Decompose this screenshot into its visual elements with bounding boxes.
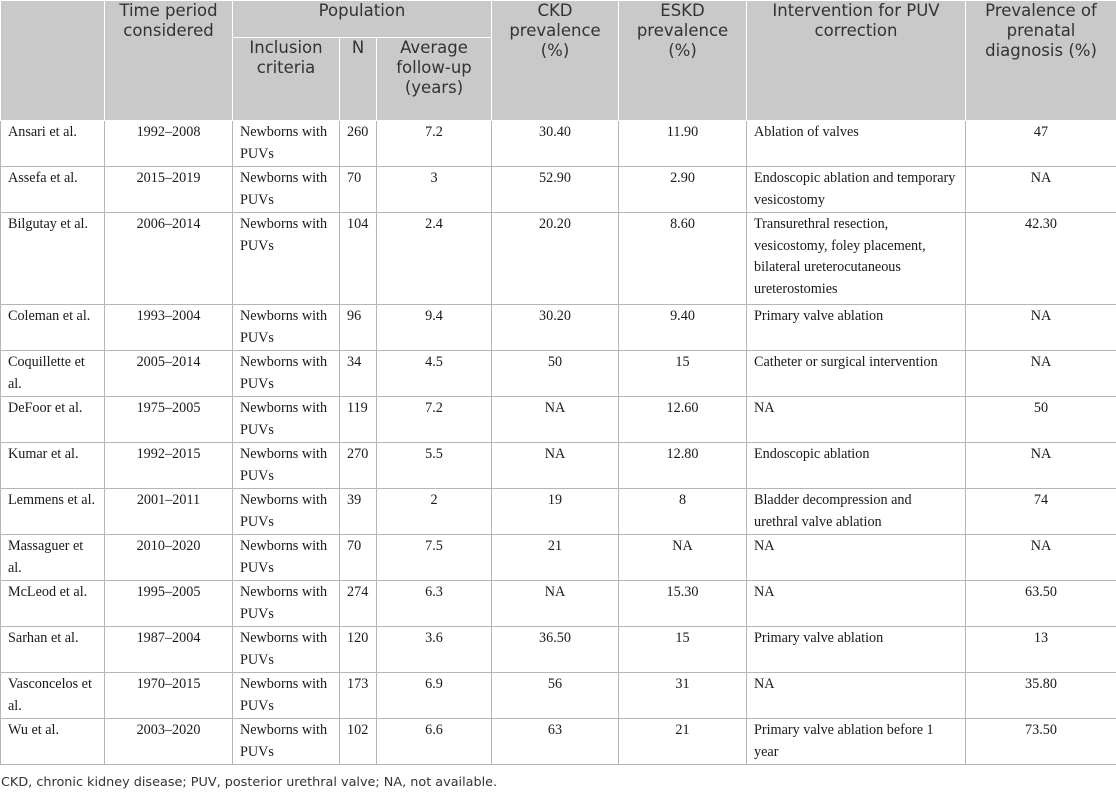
cell-ckd: 20.20 <box>492 213 619 305</box>
cell-study: Lemmens et al. <box>1 489 105 535</box>
cell-study: Coleman et al. <box>1 305 105 351</box>
table-row <box>1 443 1116 489</box>
cell-inclusion-criteria: Newborns with PUVs <box>233 489 340 535</box>
cell-eskd: 9.40 <box>619 305 747 351</box>
cell-prenatal: NA <box>966 535 1116 581</box>
cell-eskd: 31 <box>619 673 747 719</box>
table-row <box>1 535 1116 581</box>
cell-inclusion-criteria: Newborns with PUVs <box>233 305 340 351</box>
cell-eskd: 15.30 <box>619 581 747 627</box>
cell-ckd: 56 <box>492 673 619 719</box>
table-row <box>1 305 1116 351</box>
cell-intervention: Primary valve ablation <box>747 627 966 673</box>
table-row <box>1 167 1116 213</box>
cell-time-period: 1970–2015 <box>105 673 233 719</box>
table-body <box>1 121 1116 765</box>
cell-study: Coquillette et al. <box>1 351 105 397</box>
cell-study: Ansari et al. <box>1 121 105 167</box>
cell-eskd: 8.60 <box>619 213 747 305</box>
cell-follow-up: 7.2 <box>377 397 492 443</box>
cell-follow-up: 6.6 <box>377 719 492 765</box>
cell-intervention: NA <box>747 535 966 581</box>
cell-ckd: 63 <box>492 719 619 765</box>
cell-follow-up: 5.5 <box>377 443 492 489</box>
cell-time-period: 2006–2014 <box>105 213 233 305</box>
cell-study: McLeod et al. <box>1 581 105 627</box>
cell-prenatal: 35.80 <box>966 673 1116 719</box>
cell-n: 102 <box>340 719 377 765</box>
cell-n: 270 <box>340 443 377 489</box>
cell-time-period: 2005–2014 <box>105 351 233 397</box>
cell-n: 119 <box>340 397 377 443</box>
cell-follow-up: 9.4 <box>377 305 492 351</box>
header-population: Population <box>233 1 492 38</box>
cell-follow-up: 6.9 <box>377 673 492 719</box>
cell-n: 70 <box>340 535 377 581</box>
cell-n: 70 <box>340 167 377 213</box>
table-row <box>1 489 1116 535</box>
cell-follow-up: 7.5 <box>377 535 492 581</box>
cell-inclusion-criteria: Newborns with PUVs <box>233 535 340 581</box>
cell-study: Wu et al. <box>1 719 105 765</box>
cell-follow-up: 2 <box>377 489 492 535</box>
cell-follow-up: 4.5 <box>377 351 492 397</box>
cell-ckd: 52.90 <box>492 167 619 213</box>
table-row <box>1 673 1116 719</box>
cell-intervention: Primary valve ablation before 1 year <box>747 719 966 765</box>
cell-eskd: 12.60 <box>619 397 747 443</box>
header-n: N <box>340 38 377 121</box>
header-inclusion-criteria: Inclusion criteria <box>233 38 340 121</box>
cell-n: 260 <box>340 121 377 167</box>
table-row <box>1 581 1116 627</box>
cell-time-period: 1992–2008 <box>105 121 233 167</box>
cell-inclusion-criteria: Newborns with PUVs <box>233 121 340 167</box>
cell-eskd: 11.90 <box>619 121 747 167</box>
cell-intervention: Endoscopic ablation <box>747 443 966 489</box>
cell-study: Massaguer et al. <box>1 535 105 581</box>
cell-ckd: 50 <box>492 351 619 397</box>
cell-n: 104 <box>340 213 377 305</box>
cell-eskd: 12.80 <box>619 443 747 489</box>
cell-intervention: Ablation of valves <box>747 121 966 167</box>
cell-time-period: 1992–2015 <box>105 443 233 489</box>
cell-intervention: NA <box>747 673 966 719</box>
cell-inclusion-criteria: Newborns with PUVs <box>233 581 340 627</box>
header-ckd-prevalence: CKD prevalence (%) <box>492 1 619 121</box>
table-row <box>1 719 1116 765</box>
cell-prenatal: NA <box>966 351 1116 397</box>
cell-prenatal: 74 <box>966 489 1116 535</box>
cell-inclusion-criteria: Newborns with PUVs <box>233 627 340 673</box>
cell-eskd: NA <box>619 535 747 581</box>
table-row <box>1 397 1116 443</box>
cell-ckd: 30.40 <box>492 121 619 167</box>
cell-time-period: 2001–2011 <box>105 489 233 535</box>
cell-ckd: NA <box>492 443 619 489</box>
cell-intervention: Primary valve ablation <box>747 305 966 351</box>
cell-prenatal: 63.50 <box>966 581 1116 627</box>
cell-ckd: 36.50 <box>492 627 619 673</box>
cell-study: Kumar et al. <box>1 443 105 489</box>
cell-follow-up: 3.6 <box>377 627 492 673</box>
cell-n: 173 <box>340 673 377 719</box>
cell-prenatal: 13 <box>966 627 1116 673</box>
cell-intervention: Catheter or surgical intervention <box>747 351 966 397</box>
table-row <box>1 121 1116 167</box>
cell-prenatal: 42.30 <box>966 213 1116 305</box>
cell-ckd: NA <box>492 397 619 443</box>
cell-follow-up: 2.4 <box>377 213 492 305</box>
cell-follow-up: 3 <box>377 167 492 213</box>
header-eskd-prevalence: ESKD prevalence (%) <box>619 1 747 121</box>
cell-follow-up: 7.2 <box>377 121 492 167</box>
cell-n: 39 <box>340 489 377 535</box>
cell-intervention: NA <box>747 397 966 443</box>
cell-inclusion-criteria: Newborns with PUVs <box>233 351 340 397</box>
header-intervention: Intervention for PUV correction <box>747 1 966 121</box>
cell-prenatal: 47 <box>966 121 1116 167</box>
cell-time-period: 1975–2005 <box>105 397 233 443</box>
cell-eskd: 8 <box>619 489 747 535</box>
cell-prenatal: NA <box>966 167 1116 213</box>
cell-time-period: 2015–2019 <box>105 167 233 213</box>
cell-inclusion-criteria: Newborns with PUVs <box>233 673 340 719</box>
header-prenatal-diagnosis: Prevalence of prenatal diagnosis (%) <box>966 1 1116 121</box>
header-average-follow-up: Average follow-up (years) <box>377 38 492 121</box>
cell-ckd: 19 <box>492 489 619 535</box>
cell-prenatal: NA <box>966 443 1116 489</box>
table-row <box>1 627 1116 673</box>
table-header <box>1 1 1116 121</box>
cell-prenatal: NA <box>966 305 1116 351</box>
cell-ckd: NA <box>492 581 619 627</box>
cell-time-period: 2010–2020 <box>105 535 233 581</box>
cell-inclusion-criteria: Newborns with PUVs <box>233 167 340 213</box>
cell-study: Bilgutay et al. <box>1 213 105 305</box>
cell-n: 120 <box>340 627 377 673</box>
cell-eskd: 15 <box>619 627 747 673</box>
table-row <box>1 213 1116 305</box>
cell-intervention: NA <box>747 581 966 627</box>
table-footnote: CKD, chronic kidney disease; PUV, posterior urethral valve; NA, not available. <box>1 775 498 790</box>
cell-time-period: 1993–2004 <box>105 305 233 351</box>
cell-intervention: Endoscopic ablation and temporary vesicostomy <box>747 167 966 213</box>
cell-eskd: 15 <box>619 351 747 397</box>
cell-intervention: Transurethral resection, vesicostomy, foley placement, bilateral ureterocutaneous ureterostomies <box>747 213 966 305</box>
cell-intervention: Bladder decompression and urethral valve ablation <box>747 489 966 535</box>
cell-n: 274 <box>340 581 377 627</box>
cell-n: 96 <box>340 305 377 351</box>
cell-follow-up: 6.3 <box>377 581 492 627</box>
header-study <box>1 1 105 121</box>
cell-ckd: 30.20 <box>492 305 619 351</box>
cell-time-period: 2003–2020 <box>105 719 233 765</box>
cell-inclusion-criteria: Newborns with PUVs <box>233 719 340 765</box>
cell-eskd: 2.90 <box>619 167 747 213</box>
cell-inclusion-criteria: Newborns with PUVs <box>233 443 340 489</box>
cell-prenatal: 73.50 <box>966 719 1116 765</box>
cell-eskd: 21 <box>619 719 747 765</box>
cell-study: DeFoor et al. <box>1 397 105 443</box>
cell-study: Assefa et al. <box>1 167 105 213</box>
cell-study: Vasconcelos et al. <box>1 673 105 719</box>
cell-inclusion-criteria: Newborns with PUVs <box>233 397 340 443</box>
cell-prenatal: 50 <box>966 397 1116 443</box>
header-time-period: Time period considered <box>105 1 233 121</box>
table-row <box>1 351 1116 397</box>
cell-time-period: 1995–2005 <box>105 581 233 627</box>
cell-inclusion-criteria: Newborns with PUVs <box>233 213 340 305</box>
cell-study: Sarhan et al. <box>1 627 105 673</box>
cell-time-period: 1987–2004 <box>105 627 233 673</box>
cell-n: 34 <box>340 351 377 397</box>
cell-ckd: 21 <box>492 535 619 581</box>
